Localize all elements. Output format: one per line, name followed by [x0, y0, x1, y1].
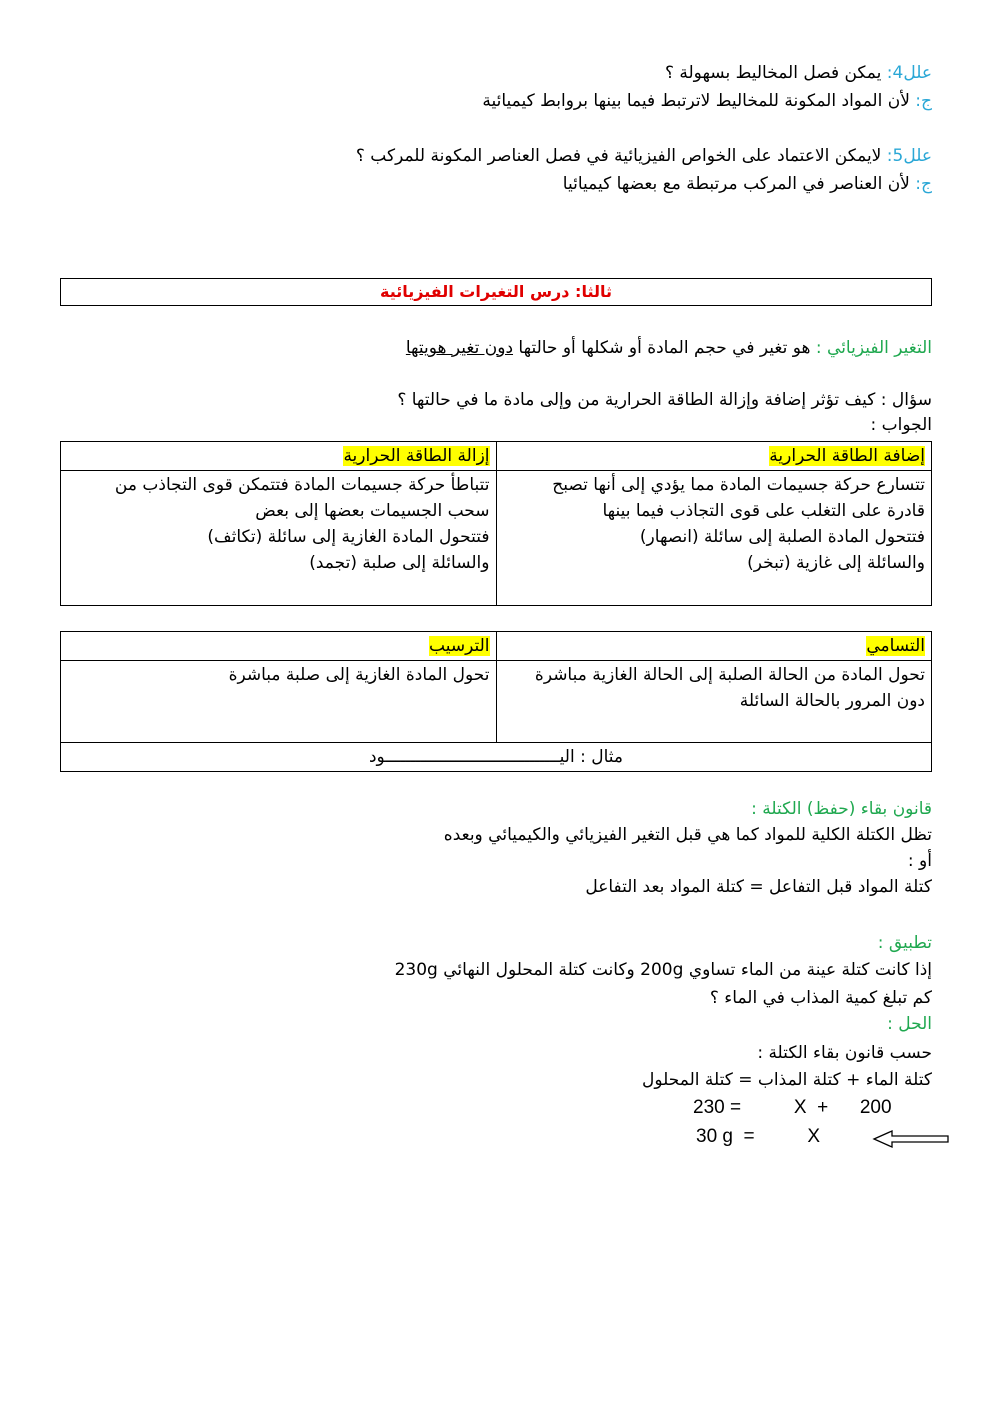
- q5-answer-label: ج:: [915, 174, 932, 194]
- sublimation-line: دون المرور بالحالة السائلة: [739, 691, 925, 711]
- sublimation-line: تحول المادة من الحالة الصلبة إلى الحالة الغازية مباشرة: [534, 665, 925, 685]
- sublimation-table: [60, 631, 932, 772]
- definition-text-b: دون تغير هويتها: [405, 338, 514, 358]
- add-heat-header-cell: [496, 442, 932, 471]
- q5-question: [356, 143, 932, 169]
- solution-label: الحل :: [887, 1014, 932, 1034]
- equation-2: 30 g = X: [696, 1126, 821, 1147]
- add-heat-header: إضافة الطاقة الحرارية: [769, 446, 925, 466]
- sublimation-header-cell: [496, 632, 932, 661]
- deposition-header-cell: [61, 632, 497, 661]
- remove-heat-line: سحب الجسيمات بعضها إلى بعض: [255, 501, 490, 521]
- add-heat-line: والسائلة إلى غازية (تبخر): [747, 553, 925, 573]
- heat-question: سؤال : كيف تؤثر إضافة وإزالة الطاقة الحرارية من وإلى مادة ما في حالتها ؟: [397, 390, 932, 410]
- remove-heat-cell: [61, 471, 497, 606]
- add-heat-line: فتتحول المادة الصلبة إلى سائلة (انصهار): [639, 527, 925, 547]
- law-or: أو :: [907, 851, 932, 871]
- q5-question-text: لايمكن الاعتماد على الخواص الفيزيائية في فصل العناصر المكونة للمركب ؟: [355, 146, 882, 166]
- heat-energy-table: [60, 441, 932, 606]
- remove-heat-header: إزالة الطاقة الحرارية: [343, 446, 490, 466]
- add-heat-line: قادرة على التغلب على قوى التجاذب فيما بينها: [602, 501, 925, 521]
- definition-text-a: هو تغير في حجم المادة أو شكلها أو حالتها: [518, 338, 811, 358]
- deposition-header: الترسيب: [429, 636, 490, 656]
- definition: [406, 335, 932, 361]
- law-title: قانون بقاء (حفظ) الكتلة :: [751, 799, 932, 819]
- definition-term: التغير الفيزيائي :: [815, 338, 932, 358]
- q4-answer-text: لأن المواد المكونة للمخاليط لاترتبط فيما بينها بروابط كيميائية: [482, 91, 910, 111]
- add-heat-line: تتسارع حركة جسيمات المادة مما يؤدي إلى أنها تصبح: [552, 475, 925, 495]
- application-title: تطبيق :: [877, 933, 932, 953]
- left-arrow-icon: [872, 1128, 952, 1150]
- example-cell: [61, 743, 932, 772]
- q5-answer: [563, 171, 932, 197]
- solution-line-2: كتلة الماء + كتلة المذاب = كتلة المحلول: [642, 1070, 932, 1090]
- section-title: ثالثا: درس التغيرات الفيزيائية: [60, 278, 932, 306]
- law-line-1: تظل الكتلة الكلية للمواد كما هي قبل التغير الفيزيائي والكيميائي وبعده: [443, 825, 932, 845]
- add-heat-cell: [496, 471, 932, 606]
- application-line-2: كم تبلغ كمية المذاب في الماء ؟: [709, 988, 932, 1008]
- remove-heat-header-cell: [61, 442, 497, 471]
- q4-question: [665, 60, 932, 86]
- deposition-cell: [61, 661, 497, 743]
- q4-answer-label: ج:: [915, 91, 932, 111]
- q4-label: علل4:: [886, 63, 932, 83]
- example-text: مثال : اليـــــــــــــــــــــــــــــــــــود: [368, 747, 623, 767]
- q4-question-text: يمكن فصل المخاليط بسهولة ؟: [664, 63, 882, 83]
- q4-answer: [482, 88, 932, 114]
- q5-answer-text: لأن العناصر في المركب مرتبطة مع بعضها كيميائيا: [562, 174, 910, 194]
- solution-line-1: حسب قانون بقاء الكتلة :: [757, 1043, 932, 1063]
- remove-heat-line: فتتحول المادة الغازية إلى سائلة (تكاثف): [207, 527, 490, 547]
- sublimation-header: التسامي: [866, 636, 925, 656]
- answer-label: الجواب :: [870, 415, 932, 435]
- sublimation-cell: [496, 661, 932, 743]
- remove-heat-line: تتباطأ حركة جسيمات المادة فتتمكن قوى التجاذب من: [114, 475, 490, 495]
- law-line-2: كتلة المواد قبل التفاعل = كتلة المواد بعد التفاعل: [585, 877, 932, 897]
- deposition-line: تحول المادة الغازية إلى صلبة مباشرة: [228, 665, 490, 685]
- equation-1: 230 = X + 200: [693, 1097, 892, 1118]
- application-line-1: إذا كانت كتلة عينة من الماء تساوي 200g وكانت كتلة المحلول النهائي 230g: [394, 960, 932, 980]
- q5-label: علل5:: [886, 146, 932, 166]
- remove-heat-line: والسائلة إلى صلبة (تجمد): [309, 553, 490, 573]
